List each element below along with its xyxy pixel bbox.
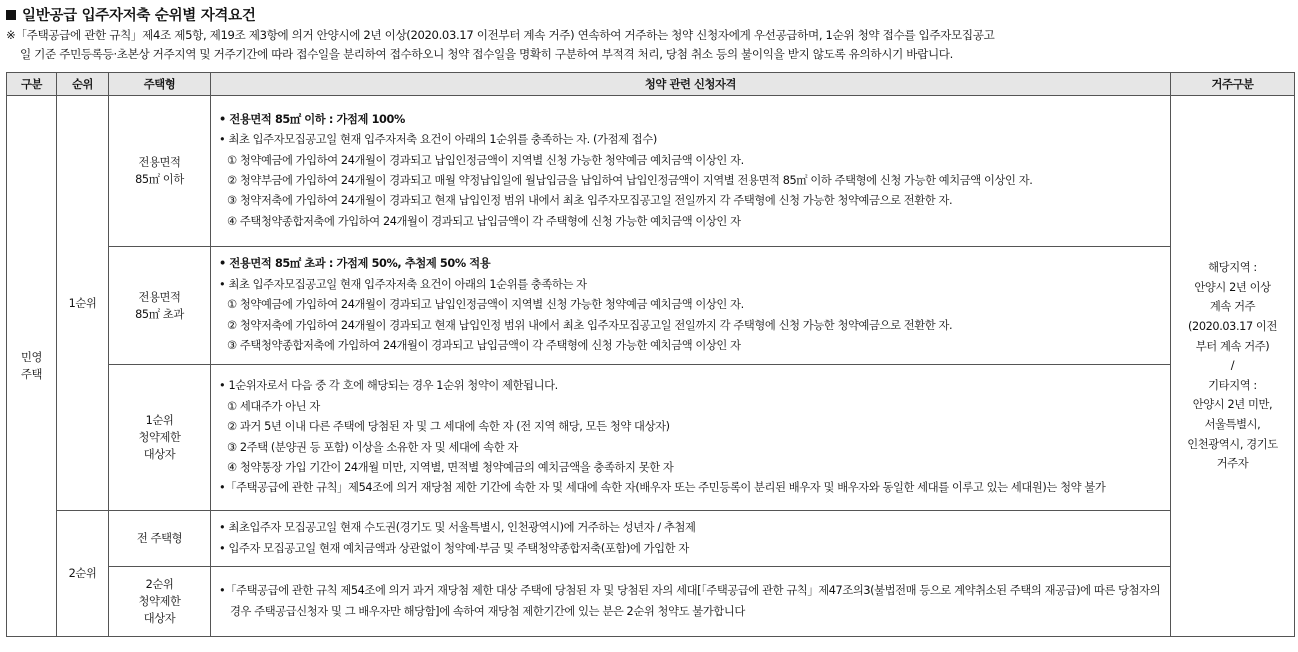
list-item: •「주택공급에 관한 규칙 제54조에 의거 과거 재당첨 제한 대상 주택에 당첨된 자 및 당첨된 자의 세대[「주택공급에 관한 규칙」제47조의3(불법전매 등으로 계약취소된 주택의 재공급)에 따른 당첨자의 경우 주택공급신청자 및 그 배우자만 해당함]에 속하여 재당첨 제한기간에 있는 분은 2순위 청약도 불가합니다 [219, 584, 1161, 618]
qualification-cell [211, 365, 1171, 511]
residence-line: 기타지역 : [1208, 378, 1257, 392]
list-item: ② 청약저축에 가입하여 24개월이 경과되고 현재 납입인정 범위 내에서 최초 입주자모집공고일 전일까지 각 주택형에 신청 가능한 청약예금으로 전환한 자. [227, 318, 953, 332]
house-type-cell [109, 365, 211, 511]
house-type-text: 청약제한 [138, 595, 181, 608]
section-title [6, 4, 256, 25]
notice-line: 일 기준 주민등록등·초본상 거주지역 및 거주기간에 따라 접수일을 분리하여 접수하오니 청약 접수일을 명확히 구분하여 부적격 처리, 당첨 취소 등의 불이익을 받지 않도록 유의하시기 바랍니다. [20, 47, 953, 61]
square-bullet-icon [6, 10, 16, 20]
residence-line: 서울특별시, [1204, 417, 1261, 431]
house-type-text: 85㎡ 초과 [135, 307, 184, 321]
house-type-text: 청약제한 [138, 431, 181, 444]
table-header-row [7, 73, 1295, 96]
list-item: ① 청약예금에 가입하여 24개월이 경과되고 납입인정금액이 지역별 신청 가능한 청약예금 예치금액 이상인 자. [227, 298, 744, 312]
list-item: ② 과거 5년 이내 다른 주택에 당첨된 자 및 그 세대에 속한 자 (전 지역 해당, 모든 청약 대상자) [227, 420, 670, 434]
header-qualification: 청약 관련 신청자격 [211, 73, 1171, 96]
residence-line: 안양시 2년 미만, [1192, 398, 1273, 412]
list-item: • 전용면적 85㎡ 이하 : 가점제 100% [219, 112, 405, 126]
table-row [7, 511, 1295, 567]
house-type-cell [109, 567, 211, 637]
header-category: 구분 [7, 73, 57, 96]
residence-line: 계속 거주 [1209, 300, 1256, 314]
list-item: • 최초입주자 모집공고일 현재 수도권(경기도 및 서울특별시, 인천광역시)에 거주하는 성년자 / 추첨제 [219, 521, 696, 535]
list-item: •「주택공급에 관한 규칙」제54조에 의거 재당첨 제한 기간에 속한 자 및 세대에 속한 자(배우자 또는 주민등록이 분리된 배우자 및 배우자와 동일한 세대를 이루고 있는 세대원)는 청약 불가 [219, 481, 1106, 495]
header-rank: 순위 [57, 73, 109, 96]
house-type-text: 전용면적 [138, 156, 181, 169]
list-item: ④ 주택청약종합저축에 가입하여 24개월이 경과되고 납입금액이 각 주택형에 신청 가능한 예치금액 이상인 자 [227, 214, 741, 228]
residence-line: 해당지역 : [1208, 261, 1257, 275]
house-type-text: 1순위 [145, 414, 174, 427]
list-item: • 최초 입주자모집공고일 현재 입주자저축 요건이 아래의 1순위를 충족하는 자 [219, 277, 587, 291]
table-row [7, 96, 1295, 247]
list-item: • 입주자 모집공고일 현재 예치금액과 상관없이 청약예·부금 및 주택청약종합저축(포함)에 가입한 자 [219, 541, 689, 555]
list-item: ③ 주택청약종합저축에 가입하여 24개월이 경과되고 납입금액이 각 주택형에 신청 가능한 예치금액 이상인 자 [227, 339, 741, 353]
list-item: ② 청약부금에 가입하여 24개월이 경과되고 매월 약정납입일에 월납입금을 납입하여 납입인정금액이 지역별 전용면적 85㎡ 이하 주택형에 신청 가능한 예치금액 이상인 자. [227, 174, 1033, 187]
house-type-text: 85㎡ 이하 [135, 173, 184, 186]
house-type-cell [109, 247, 211, 365]
qualification-cell [211, 567, 1171, 637]
list-item: ④ 청약통장 가입 기간이 24개월 미만, 지역별, 면적별 청약예금의 예치금액을 충족하지 못한 자 [227, 460, 674, 474]
list-item: • 최초 입주자모집공고일 현재 입주자저축 요건이 아래의 1순위를 충족하는 자. (가점제 접수) [219, 133, 657, 147]
header-house-type: 주택형 [109, 73, 211, 96]
house-type-text: 대상자 [143, 448, 176, 461]
house-type-text: 전용면적 [138, 290, 181, 304]
category-text: 민영 [20, 351, 43, 364]
house-type-text: 전 주택형 [136, 532, 183, 545]
list-item: ① 세대주가 아닌 자 [227, 399, 320, 413]
residence-line: 인천광역시, 경기도 [1187, 437, 1278, 451]
list-item: • 1순위자로서 다음 중 각 호에 해당되는 경우 1순위 청약이 제한됩니다. [219, 379, 558, 393]
list-item: • 전용면적 85㎡ 초과 : 가점제 50%, 추첨제 50% 적용 [219, 257, 491, 271]
house-type-text: 2순위 [145, 578, 174, 591]
residence-line: / [1230, 359, 1235, 373]
table-row [7, 247, 1295, 365]
house-type-cell [109, 511, 211, 567]
notice-line: ※「주택공급에 관한 규칙」제4조 제5항, 제19조 제3항에 의거 안양시에 2년 이상(2020.03.17 이전부터 계속 거주) 연속하여 거주하는 청약 신청자에게 우선공급하며, 1순위 청약 접수를 입주자모집공고 [6, 28, 995, 42]
residence-line: 부터 계속 거주) [1195, 339, 1270, 353]
residence-cell [1171, 96, 1295, 637]
qualification-cell [211, 511, 1171, 567]
rank-cell: 2순위 [57, 511, 109, 637]
residence-line: (2020.03.17 이전 [1188, 320, 1277, 334]
category-cell [7, 96, 57, 637]
table-row [7, 365, 1295, 511]
list-item: ③ 청약저축에 가입하여 24개월이 경과되고 현재 납입인정 범위 내에서 최초 입주자모집공고일 전일까지 각 주택형에 신청 가능한 청약예금으로 전환한 자. [227, 194, 953, 208]
house-type-text: 대상자 [143, 612, 176, 625]
residence-line: 안양시 2년 이상 [1194, 280, 1271, 294]
category-text: 주택 [20, 368, 43, 381]
residence-line: 거주자 [1216, 457, 1249, 471]
qualification-table [6, 72, 1295, 637]
header-residence: 거주구분 [1171, 73, 1295, 96]
list-item: ① 청약예금에 가입하여 24개월이 경과되고 납입인정금액이 지역별 신청 가능한 청약예금 예치금액 이상인 자. [227, 153, 744, 167]
qualification-cell [211, 247, 1171, 365]
section-title-text: 일반공급 입주자저축 순위별 자격요건 [22, 8, 256, 24]
table-row [7, 567, 1295, 637]
notice-text [6, 26, 1294, 64]
list-item: ③ 2주택 (분양권 등 포함) 이상을 소유한 자 및 세대에 속한 자 [227, 440, 518, 454]
house-type-cell [109, 96, 211, 247]
qualification-cell [211, 96, 1171, 247]
rank-cell: 1순위 [57, 96, 109, 511]
